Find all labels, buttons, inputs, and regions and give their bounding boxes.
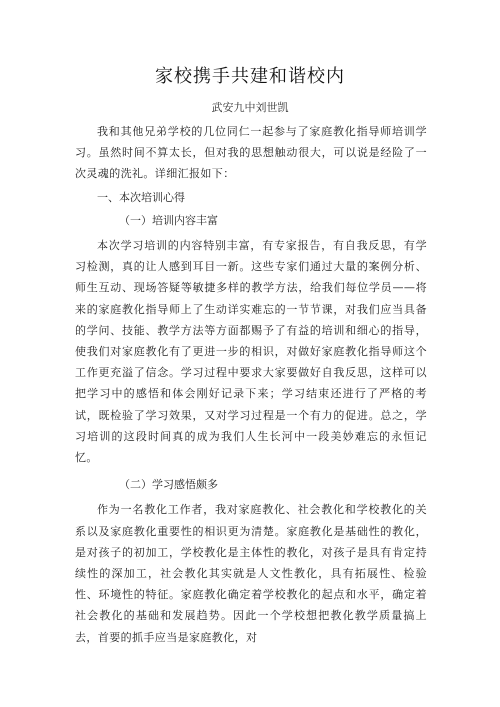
section-heading-1: 一、本次培训心得 <box>97 190 185 204</box>
document-author: 武安九中刘世凯 <box>211 101 289 114</box>
intro-paragraph: 我和其他兄弟学校的几位同仁一起参与了家庭教化指导师培训学习。虽然时间不算太长，但对我的思想触动很大，可以说是经险了一次灵魂的洗礼。详细汇报如下： <box>75 125 427 181</box>
document-title: 家校携手共建和谐校内 <box>155 66 345 87</box>
subsection-paragraph-1: 本次学习培训的内容特别丰富，有专家报告，有自我反思，有学习检测，真的让人感到耳目一新。这些专家们通过大量的案例分析、师生互动、现场答疑等敏捷多样的教学方法，给我们每位学员——将来的家庭教化指导师上了生动详实难忘的一节节课，对我们应当具备的学问、技能、教学方法等方面都赐予了有益的培训和细心的指导，使我们对家庭教化有了更进一步的相识，对做好家庭教化指导师这个工作更充溢了信念。学习过程中要求大家要做好自我反思，这样可以把学习中的感悟和体会刚好记录下来；学习结束还进行了严格的考试，既检验了学习效果，又对学习过程是一个有力的促进。总之，学习培训的这段时间真的成为我们人生长河中一段美妙难忘的永恒记忆。 <box>75 239 427 465</box>
subsection-heading-2: （二）学习感悟颇多 <box>119 478 218 492</box>
document-body <box>75 121 427 648</box>
paragraph-spacer <box>75 468 427 472</box>
subsection-heading-1: （一）培训内容丰富 <box>119 213 218 227</box>
subsection-paragraph-2: 作为一名教化工作者，我对家庭教化、社会教化和学校教化的关系以及家庭教化重要性的相识更为清楚。家庭教化是基础性的教化，是对孩子的初加工，学校教化是主体性的教化，对孩子是具有肯定持续性的深加工，社会教化其实就是人文性教化，具有拓展性、检验性、环境性的特征。家庭教化确定着学校教化的起点和水平，确定着社会教化的基础和发展趋势。因此一个学校想把教化教学质量搞上去，首要的抓手应当是家庭教化，对 <box>75 503 427 644</box>
